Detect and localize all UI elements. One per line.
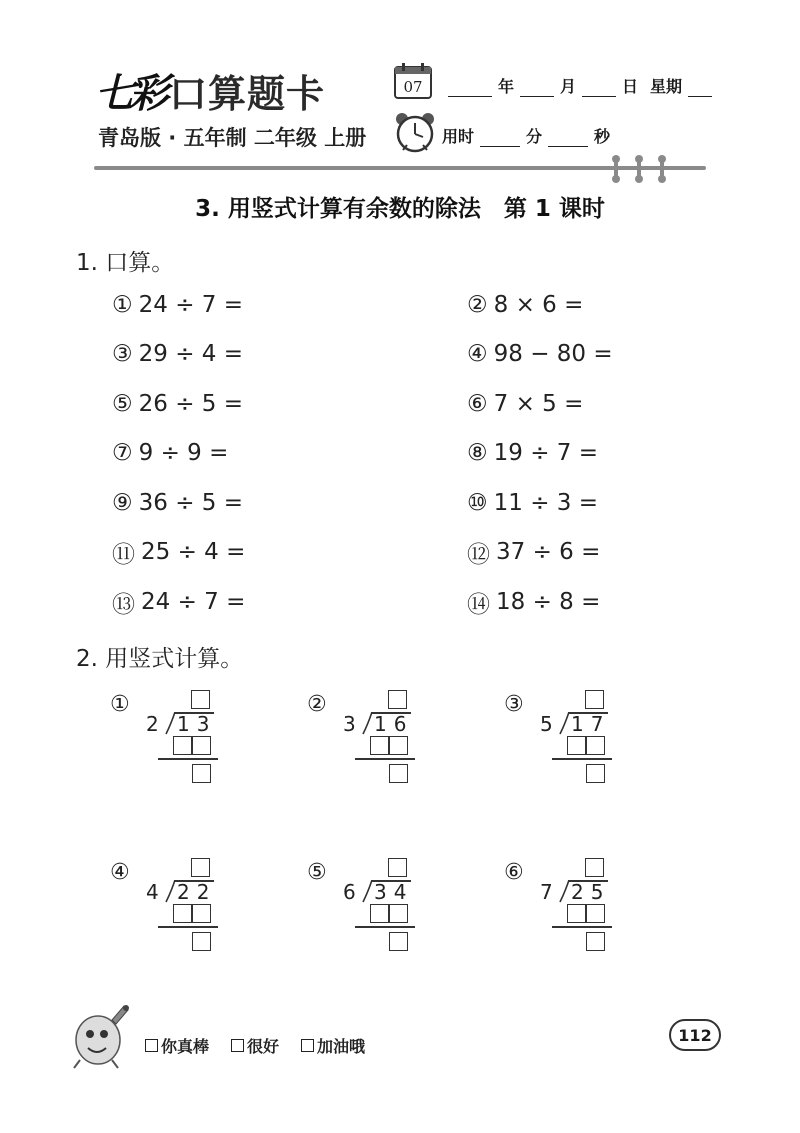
product-box-ones[interactable] (586, 904, 605, 923)
dividend: 34 (374, 880, 414, 904)
rating-option[interactable] (231, 1034, 279, 1057)
product-box-tens[interactable] (173, 736, 192, 755)
division-bracket (362, 712, 374, 736)
division-bracket (165, 712, 177, 736)
problem-number: ⑤ (112, 391, 133, 417)
problem-number: ① (112, 292, 133, 318)
long-division (504, 688, 624, 798)
division-number: ⑥ (504, 860, 524, 885)
division-bracket (362, 880, 374, 904)
dividend: 17 (571, 712, 611, 736)
minutes-blank[interactable] (480, 128, 520, 147)
seconds-blank[interactable] (548, 128, 588, 147)
division-number: ③ (504, 692, 524, 717)
date-fill-row (442, 74, 718, 97)
rating-label: 加油哦 (317, 1037, 366, 1056)
time-used-label: 用时 (442, 127, 475, 146)
problem-expression: 7 × 5 = (493, 391, 584, 417)
oral-problem (467, 587, 600, 617)
problem-number: ② (467, 292, 488, 318)
product-box-ones[interactable] (389, 904, 408, 923)
long-division (307, 856, 427, 966)
section-2-heading: 2. 用竖式计算。 (76, 646, 244, 672)
section-1-heading: 1. 口算。 (76, 250, 175, 276)
problem-expression: 26 ÷ 5 = (138, 391, 244, 417)
oral-problem (112, 339, 243, 369)
time-fill-row (442, 124, 610, 147)
checkbox-icon[interactable] (145, 1039, 158, 1052)
oral-problem (112, 587, 245, 617)
oral-problem (467, 488, 598, 518)
problem-expression: 18 ÷ 8 = (496, 589, 601, 615)
product-box-ones[interactable] (389, 736, 408, 755)
quotient-box[interactable] (191, 858, 210, 877)
problem-expression: 24 ÷ 7 = (141, 589, 246, 615)
product-box-tens[interactable] (370, 904, 389, 923)
problem-number: ③ (112, 341, 133, 367)
product-box-tens[interactable] (567, 904, 586, 923)
product-box-ones[interactable] (586, 736, 605, 755)
brand-logo (95, 66, 326, 117)
self-rating (145, 1034, 365, 1057)
problem-number: ⑥ (467, 391, 488, 417)
month-label: 月 (560, 77, 577, 96)
problem-expression: 37 ÷ 6 = (496, 539, 601, 565)
divisor: 2 (146, 712, 159, 736)
product-box-tens[interactable] (370, 736, 389, 755)
problem-number: ⑧ (467, 440, 488, 466)
remainder-box[interactable] (192, 932, 211, 951)
divisor: 6 (343, 880, 356, 904)
problem-number: ⑦ (112, 440, 133, 466)
subtraction-bar (552, 926, 612, 928)
problem-number: ⑩ (467, 490, 488, 516)
product-box-ones[interactable] (192, 736, 211, 755)
oral-problem (467, 438, 598, 468)
product-box-ones[interactable] (192, 904, 211, 923)
dividend: 13 (177, 712, 217, 736)
calendar-icon (393, 62, 433, 100)
dividend: 22 (177, 880, 217, 904)
product-box-tens[interactable] (567, 736, 586, 755)
long-division (504, 856, 624, 966)
divisor: 7 (540, 880, 553, 904)
rating-label: 很好 (247, 1037, 280, 1056)
subtraction-bar (158, 758, 218, 760)
quotient-box[interactable] (585, 690, 604, 709)
dividend: 25 (571, 880, 611, 904)
problem-number: ⑨ (112, 490, 133, 516)
division-number: ② (307, 692, 327, 717)
checkbox-icon[interactable] (231, 1039, 244, 1052)
division-bracket (559, 880, 571, 904)
oral-problem (467, 389, 583, 419)
division-bracket (165, 880, 177, 904)
problem-expression: 29 ÷ 4 = (138, 341, 244, 367)
remainder-box[interactable] (586, 932, 605, 951)
checkbox-icon[interactable] (301, 1039, 314, 1052)
brand-calligraphy: 七彩 (95, 69, 163, 117)
subtraction-bar (355, 926, 415, 928)
problem-number: ⑫ (467, 541, 490, 568)
lesson-title: 3. 用竖式计算有余数的除法 第 1 课时 (195, 196, 605, 222)
oral-problem (112, 389, 243, 419)
minutes-label: 分 (526, 127, 543, 146)
year-label: 年 (498, 77, 515, 96)
oral-problem (112, 488, 243, 518)
oral-problem (112, 438, 228, 468)
page-number: 112 (669, 1019, 721, 1051)
rule-pin (660, 157, 664, 181)
edition-label: 青岛版 · 五年制 二年级 上册 (98, 126, 367, 150)
dividend: 16 (374, 712, 414, 736)
weekday-label: 星期 (650, 77, 683, 96)
problem-number: ④ (467, 341, 488, 367)
problem-expression: 19 ÷ 7 = (493, 440, 599, 466)
mascot-icon (68, 1000, 134, 1070)
rating-label: 你真棒 (161, 1037, 210, 1056)
oral-problem (112, 537, 245, 567)
product-box-tens[interactable] (173, 904, 192, 923)
month-blank[interactable] (520, 78, 554, 97)
problem-number: ⑭ (467, 591, 490, 618)
problem-expression: 11 ÷ 3 = (493, 490, 599, 516)
subtraction-bar (158, 926, 218, 928)
day-label: 日 (622, 77, 639, 96)
alarm-clock-icon (393, 110, 437, 154)
rule-pin (614, 157, 618, 181)
problem-expression: 9 ÷ 9 = (138, 440, 229, 466)
problem-expression: 36 ÷ 5 = (138, 490, 244, 516)
problem-expression: 98 − 80 = (493, 341, 613, 367)
divisor: 4 (146, 880, 159, 904)
calendar-day: 07 (403, 78, 423, 96)
weekday-blank[interactable] (688, 78, 712, 97)
divisor: 5 (540, 712, 553, 736)
problem-number: ⑪ (112, 541, 135, 568)
quotient-box[interactable] (388, 858, 407, 877)
quotient-box[interactable] (585, 858, 604, 877)
long-division (110, 688, 230, 798)
long-division (307, 688, 427, 798)
rule-pin (637, 157, 641, 181)
long-division (110, 856, 230, 966)
oral-problem (467, 537, 600, 567)
remainder-box[interactable] (586, 764, 605, 783)
oral-problem (467, 339, 613, 369)
problem-number: ⑬ (112, 591, 135, 618)
problem-expression: 25 ÷ 4 = (141, 539, 246, 565)
rating-option[interactable] (145, 1034, 209, 1057)
division-number: ① (110, 692, 130, 717)
remainder-box[interactable] (389, 764, 408, 783)
day-blank[interactable] (582, 78, 616, 97)
rating-option[interactable] (301, 1034, 365, 1057)
quotient-box[interactable] (191, 690, 210, 709)
division-number: ⑤ (307, 860, 327, 885)
remainder-box[interactable] (192, 764, 211, 783)
remainder-box[interactable] (389, 932, 408, 951)
division-number: ④ (110, 860, 130, 885)
divisor: 3 (343, 712, 356, 736)
oral-problem (467, 290, 583, 320)
subtraction-bar (355, 758, 415, 760)
year-blank[interactable] (448, 78, 492, 97)
problem-expression: 24 ÷ 7 = (138, 292, 244, 318)
quotient-box[interactable] (388, 690, 407, 709)
brand-title: 口算题卡 (169, 71, 326, 116)
problem-expression: 8 × 6 = (493, 292, 584, 318)
seconds-label: 秒 (594, 127, 611, 146)
division-bracket (559, 712, 571, 736)
subtraction-bar (552, 758, 612, 760)
oral-problem (112, 290, 243, 320)
